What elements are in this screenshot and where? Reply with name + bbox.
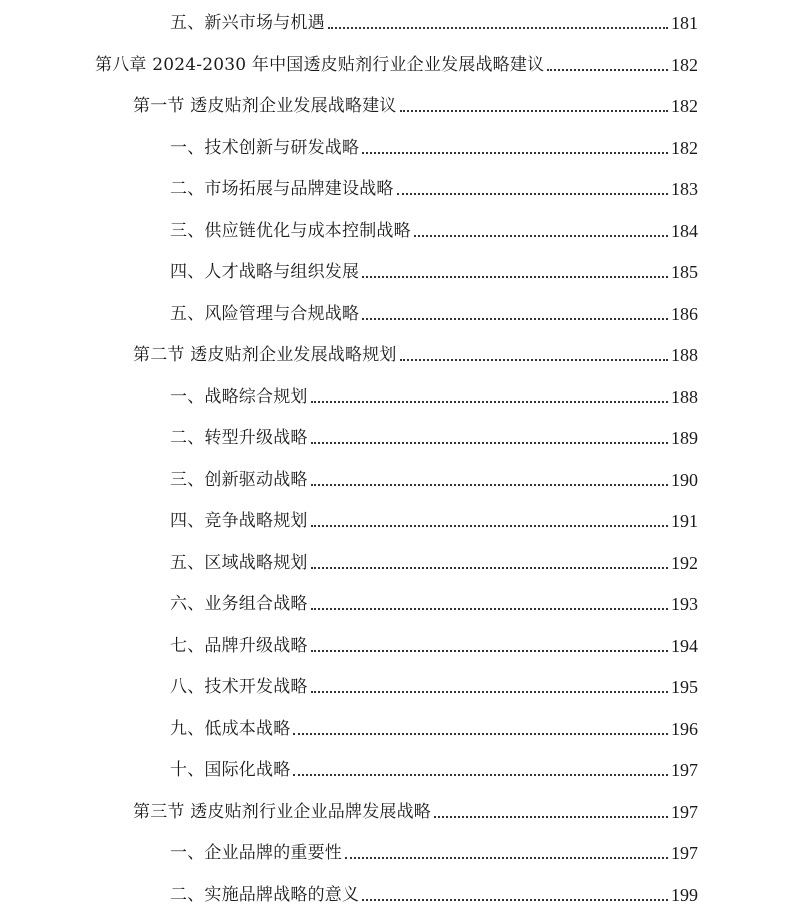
toc-item-innovation-driven[interactable] — [170, 461, 698, 491]
dot-leader — [311, 401, 668, 403]
toc-entry-page: 188 — [671, 387, 698, 407]
toc-entry-page: 197 — [671, 843, 698, 863]
dot-leader — [328, 27, 668, 29]
dot-leader — [362, 152, 668, 154]
dot-leader — [311, 608, 668, 610]
toc-entry-title: 四、人才战略与组织发展 — [170, 262, 360, 282]
dot-leader — [311, 484, 668, 486]
toc-entry-title: 八、技术开发战略 — [170, 677, 308, 697]
toc-entry-title: 四、竞争战略规划 — [170, 511, 308, 531]
toc-entry-page: 182 — [671, 55, 698, 75]
toc-item-risk[interactable] — [170, 295, 698, 325]
toc-entry-page: 190 — [671, 470, 698, 490]
toc-entry-title: 第八章 2024-2030 年中国透皮贴剂行业企业发展战略建议 — [95, 55, 545, 75]
toc-entry-page: 184 — [671, 221, 698, 241]
toc-entry-page: 193 — [671, 594, 698, 614]
toc-chapter-8[interactable] — [95, 46, 698, 76]
toc-entry-title: 九、低成本战略 — [170, 719, 291, 739]
toc-entry-page: 189 — [671, 428, 698, 448]
toc-entry-title: 三、供应链优化与成本控制战略 — [170, 221, 411, 241]
dot-leader — [293, 774, 668, 776]
toc-entry-page: 183 — [671, 179, 698, 199]
dot-leader — [311, 442, 668, 444]
toc-entry-title: 五、新兴市场与机遇 — [170, 13, 325, 33]
dot-leader — [397, 193, 668, 195]
toc-entry-page: 194 — [671, 636, 698, 656]
toc-entry-title: 第三节 透皮贴剂行业企业品牌发展战略 — [133, 802, 432, 822]
toc-item-business-portfolio[interactable] — [170, 585, 698, 615]
dot-leader — [362, 318, 668, 320]
dot-leader — [362, 899, 668, 901]
toc-item-new-markets[interactable] — [170, 4, 698, 34]
dot-leader — [400, 359, 668, 361]
toc-item-market-brand[interactable] — [170, 170, 698, 200]
toc-entry-page: 186 — [671, 304, 698, 324]
toc-entry-title: 七、品牌升级战略 — [170, 636, 308, 656]
toc-entry-page: 188 — [671, 345, 698, 365]
toc-entry-title: 一、技术创新与研发战略 — [170, 138, 360, 158]
toc-entry-title: 三、创新驱动战略 — [170, 470, 308, 490]
toc-entry-page: 185 — [671, 262, 698, 282]
toc-entry-page: 181 — [671, 13, 698, 33]
dot-leader — [434, 816, 668, 818]
dot-leader — [414, 235, 668, 237]
toc-entry-page: 182 — [671, 96, 698, 116]
dot-leader — [311, 567, 668, 569]
dot-leader — [345, 857, 668, 859]
toc-entry-title: 五、区域战略规划 — [170, 553, 308, 573]
toc-entry-title: 二、实施品牌战略的意义 — [170, 885, 360, 905]
toc-entry-title: 一、企业品牌的重要性 — [170, 843, 342, 863]
toc-entry-page: 182 — [671, 138, 698, 158]
dot-leader — [311, 691, 668, 693]
toc-entry-title: 二、转型升级战略 — [170, 428, 308, 448]
toc-item-transformation[interactable] — [170, 419, 698, 449]
toc-item-competition[interactable] — [170, 502, 698, 532]
toc-item-talent[interactable] — [170, 253, 698, 283]
toc-item-tech-development[interactable] — [170, 668, 698, 698]
dot-leader — [293, 733, 668, 735]
toc-item-tech-innovation[interactable] — [170, 129, 698, 159]
toc-section-2[interactable] — [133, 336, 698, 366]
toc-item-internationalization[interactable] — [170, 751, 698, 781]
toc-item-regional[interactable] — [170, 544, 698, 574]
toc-item-supply-chain[interactable] — [170, 212, 698, 242]
toc-entry-page: 197 — [671, 760, 698, 780]
toc-entry-page: 197 — [671, 802, 698, 822]
toc-item-brand-strategy-significance[interactable] — [170, 876, 698, 906]
toc-entry-page: 191 — [671, 511, 698, 531]
dot-leader — [547, 69, 668, 71]
toc-item-comprehensive[interactable] — [170, 378, 698, 408]
dot-leader — [311, 650, 668, 652]
toc-section-1[interactable] — [133, 87, 698, 117]
dot-leader — [400, 110, 668, 112]
toc-entry-page: 195 — [671, 677, 698, 697]
toc-entry-title: 一、战略综合规划 — [170, 387, 308, 407]
toc-item-low-cost[interactable] — [170, 710, 698, 740]
dot-leader — [362, 276, 668, 278]
toc-entry-page: 196 — [671, 719, 698, 739]
toc-entry-title: 十、国际化战略 — [170, 760, 291, 780]
toc-entry-title: 第二节 透皮贴剂企业发展战略规划 — [133, 345, 397, 365]
toc-item-brand-importance[interactable] — [170, 834, 698, 864]
toc-entry-title: 六、业务组合战略 — [170, 594, 308, 614]
toc-entry-page: 192 — [671, 553, 698, 573]
dot-leader — [311, 525, 668, 527]
toc-entry-title: 五、风险管理与合规战略 — [170, 304, 360, 324]
toc-entry-page: 199 — [671, 885, 698, 905]
toc-section-3[interactable] — [133, 793, 698, 823]
toc-item-brand-upgrade[interactable] — [170, 627, 698, 657]
toc-entry-title: 第一节 透皮贴剂企业发展战略建议 — [133, 96, 397, 116]
toc-entry-title: 二、市场拓展与品牌建设战略 — [170, 179, 394, 199]
